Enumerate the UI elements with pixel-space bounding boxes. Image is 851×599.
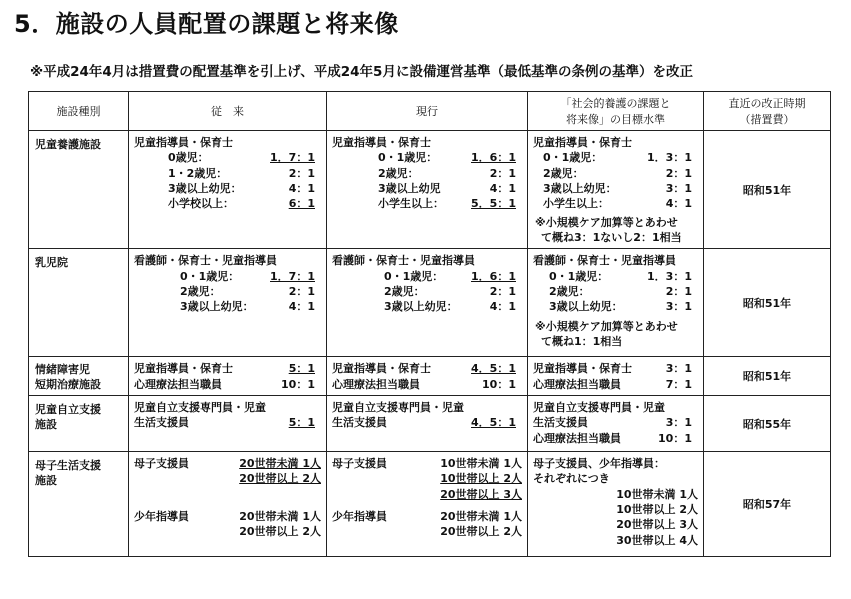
age-label: 3歳以上幼児： [543,181,617,195]
staff-label: 生活支援員 [332,416,387,430]
staff-label: 生活支援員 [533,416,588,430]
care-note: ※小規模ケア加算等とあわせ [535,216,678,230]
staff-label: 児童指導員・保育士 [533,136,632,149]
ratio-value: 2：1 [489,285,516,299]
ratio-value: 3：1 [665,181,692,195]
household-rule: 10世帯以上 2人 [440,472,522,486]
revision-year: 昭和51年 [704,249,831,357]
staff-label: 児童指導員・保育士 [134,362,233,376]
ratio-value: 4：1 [288,181,315,195]
table-row [29,249,831,357]
ratio-value: 6：1 [288,197,315,211]
age-label: 2歳児： [384,285,425,299]
page-title: 5．施設の人員配置の課題と将来像 [14,10,399,38]
age-label: 小学生以上： [543,197,609,211]
household-rule: 20世帯以上 3人 [440,487,522,501]
ratio-value: 3：1 [665,416,692,430]
care-note: て概ね1：1相当 [541,334,623,348]
current-cell [327,249,528,357]
revision-year: 昭和51年 [704,131,831,249]
revision-note: ※平成24年4月は措置費の配置基準を引上げ、平成24年5月に設備運営基準（最低基準の条例の基準）を改正 [30,64,693,80]
age-label: 0・1歳児： [378,151,438,165]
staff-label: 児童自立支援専門員・児童 [332,401,464,415]
table-row [29,357,831,396]
current-cell [327,452,528,557]
revision-year: 昭和57年 [704,452,831,557]
ratio-value: 4．5：1 [471,362,516,376]
care-note: て概ね3：1ないし2：1相当 [541,231,682,245]
age-label: 0・1歳児： [384,269,444,283]
staff-label: 児童指導員・保育士 [332,136,431,149]
staff-label: 少年指導員 [134,509,189,523]
ratio-value: 4：1 [489,300,516,314]
ratio-value: 3：1 [665,362,692,376]
ratio-value: 1．6：1 [471,269,516,283]
staff-label: 母子支援員 [332,457,387,471]
age-label: 3歳以上幼児： [180,300,254,314]
ratio-value: 3：1 [665,300,692,314]
facility-name-line: 施設 [35,418,57,432]
staff-label: 心理療法担当職員 [134,377,222,391]
household-rule: 20世帯以上 2人 [239,472,321,486]
age-label: 0・1歳児： [180,269,240,283]
header-target-line2: 将来像」の目標水準 [566,113,665,126]
household-rule: 20世帯未満 1人 [239,457,321,471]
ratio-value: 1．7：1 [270,151,315,165]
ratio-value: 2：1 [288,166,315,180]
staff-label: 看護師・保育士・児童指導員 [533,254,676,268]
age-label: 2歳児： [543,166,584,180]
header-revision [704,92,831,131]
ratio-value: 2：1 [288,285,315,299]
ratio-value: 5．5：1 [471,197,516,211]
previous-cell [129,131,327,249]
ratio-value: 1．3：1 [647,151,692,165]
header-current: 現行 [327,92,528,131]
ratio-value: 2：1 [665,166,692,180]
ratio-value: 1．7：1 [270,269,315,283]
staff-label: それぞれにつき [533,472,610,486]
header-previous: 従 来 [129,92,327,131]
age-label: 3歳以上幼児： [384,300,458,314]
revision-year: 昭和55年 [704,396,831,452]
facility-name-line: 施設 [35,474,57,488]
facility-name-line: 児童自立支援 [35,403,101,417]
ratio-value: 10：1 [281,377,315,391]
age-label: 1・2歳児： [168,166,228,180]
previous-cell [129,396,327,452]
household-rule: 20世帯以上 3人 [616,518,698,532]
ratio-value: 7：1 [665,377,692,391]
target-cell [528,357,704,396]
staff-label: 児童指導員・保育士 [533,362,632,376]
staff-label: 児童指導員・保育士 [332,362,431,376]
age-label: 3歳以上幼児： [168,181,242,195]
household-rule: 20世帯以上 2人 [239,524,321,538]
ratio-value: 5：1 [288,416,315,430]
household-rule: 10世帯以上 2人 [616,502,698,516]
ratio-value: 5：1 [288,362,315,376]
staff-label: 看護師・保育士・児童指導員 [134,254,277,268]
table-row [29,131,831,249]
ratio-value: 4：1 [665,197,692,211]
current-cell [327,131,528,249]
previous-cell [129,357,327,396]
staff-label: 児童自立支援専門員・児童 [134,401,266,415]
header-target-line1: 「社会的養護の課題と [560,97,671,110]
age-label: 2歳児： [549,285,590,299]
staff-label: 児童指導員・保育士 [134,136,233,149]
header-row [29,92,831,131]
header-revision-line2: （措置費） [739,113,795,126]
household-rule: 20世帯未満 1人 [239,509,321,523]
staff-label: 少年指導員 [332,509,387,523]
household-rule: 30世帯以上 4人 [616,533,698,547]
household-rule: 10世帯未満 1人 [616,487,698,501]
staff-label: 母子支援員 [134,457,189,471]
header-target [528,92,704,131]
ratio-value: 10：1 [658,431,692,445]
age-label: 0歳児： [168,151,209,165]
current-cell [327,357,528,396]
target-cell [528,452,704,557]
revision-year: 昭和51年 [704,357,831,396]
current-cell [327,396,528,452]
table-row [29,452,831,557]
age-label: 2歳児： [378,166,419,180]
ratio-value: 2：1 [665,285,692,299]
ratio-value: 10：1 [482,377,516,391]
facility-name-line: 情緒障害児 [35,363,90,377]
previous-cell [129,452,327,557]
age-label: 3歳以上幼児 [378,181,441,195]
staff-label: 心理療法担当職員 [332,377,420,391]
target-cell [528,396,704,452]
age-label: 小学生以上： [378,197,444,211]
ratio-value: 1．3：1 [647,269,692,283]
target-cell [528,131,704,249]
age-label: 3歳以上幼児： [549,300,623,314]
facility-name: 児童養護施設 [29,131,129,249]
age-label: 小学校以上： [168,197,234,211]
age-label: 0・1歳児： [543,151,603,165]
ratio-value: 4：1 [288,300,315,314]
target-cell [528,249,704,357]
staffing-table [28,91,831,557]
facility-name [29,357,129,396]
ratio-value: 1．6：1 [471,151,516,165]
facility-name [29,396,129,452]
ratio-value: 4：1 [489,181,516,195]
facility-name-line: 短期治療施設 [35,378,101,392]
household-rule: 20世帯未満 1人 [440,509,522,523]
age-label: 0・1歳児： [549,269,609,283]
staff-label: 生活支援員 [134,416,189,430]
staff-label: 心理療法担当職員 [533,377,621,391]
facility-name: 乳児院 [29,249,129,357]
staff-label: 心理療法担当職員 [533,431,621,445]
ratio-value: 2：1 [489,166,516,180]
ratio-value: 4．5：1 [471,416,516,430]
previous-cell [129,249,327,357]
header-revision-line1: 直近の改正時期 [728,97,806,110]
household-rule: 10世帯未満 1人 [440,457,522,471]
staff-label: 母子支援員、少年指導員： [533,457,665,471]
facility-name [29,452,129,557]
age-label: 2歳児： [180,285,221,299]
staff-label: 児童自立支援専門員・児童 [533,401,665,415]
facility-name-line: 母子生活支援 [35,459,101,473]
staff-label: 看護師・保育士・児童指導員 [332,254,475,268]
header-facility-type: 施設種別 [29,92,129,131]
care-note: ※小規模ケア加算等とあわせ [535,319,678,333]
table-row [29,396,831,452]
household-rule: 20世帯以上 2人 [440,525,522,539]
